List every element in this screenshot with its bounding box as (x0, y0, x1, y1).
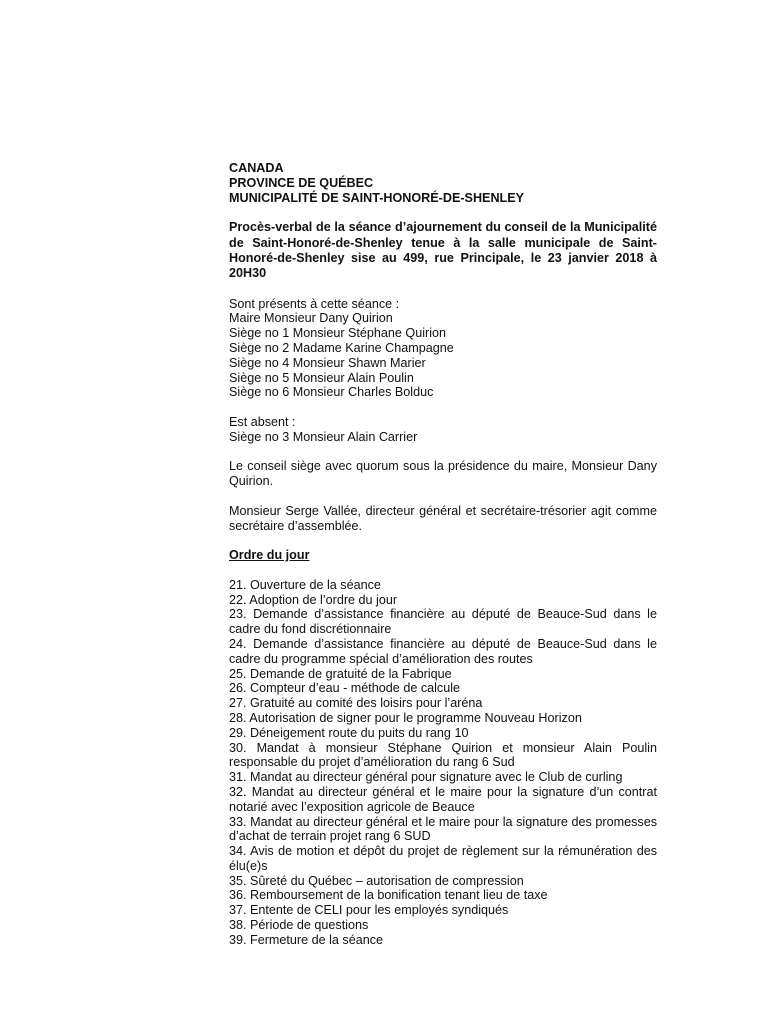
absent-member: Siège no 3 Monsieur Alain Carrier (229, 429, 418, 444)
agenda-item: 22. Adoption de l’ordre du jour (229, 592, 398, 607)
header-country: CANADA (229, 161, 284, 175)
present-member: Siège no 1 Monsieur Stéphane Quirion (229, 326, 447, 341)
agenda-item: 36. Remboursement de la bonification tenant lieu de taxe (229, 888, 548, 903)
agenda-item: 30. Mandat à monsieur Stéphane Quirion et monsieur Alain Poulin responsable du projet d’amélioration du rang 6 Sud (229, 740, 657, 770)
agenda-item: 25. Demande de gratuité de la Fabrique (229, 666, 452, 681)
document-page (229, 161, 657, 960)
agenda-item: 32. Mandat au directeur général et le maire pour la signature d’un contrat notarié avec l’exposition agricole de Beauce (229, 784, 657, 814)
agenda-item: 23. Demande d’assistance financière au député de Beauce-Sud dans le cadre du fond discrétionnaire (229, 607, 657, 637)
absent-section (229, 415, 657, 445)
agenda-item: 37. Entente de CELI pour les employés syndiqués (229, 903, 509, 918)
present-member: Siège no 6 Monsieur Charles Bolduc (229, 385, 434, 400)
agenda-title: Ordre du jour (229, 548, 310, 563)
present-member: Siège no 4 Monsieur Shawn Marier (229, 355, 426, 370)
agenda-item: 38. Période de questions (229, 918, 369, 933)
agenda-item: 35. Sûreté du Québec – autorisation de compression (229, 873, 524, 888)
secretary-paragraph: Monsieur Serge Vallée, directeur général et secrétaire-trésorier agit comme secrétaire d’assemblée. (229, 503, 657, 533)
agenda-item: 21. Ouverture de la séance (229, 577, 381, 592)
agenda-item: 26. Compteur d’eau - méthode de calcule (229, 681, 461, 696)
agenda-item: 33. Mandat au directeur général et le maire pour la signature des promesses d’achat de terrain projet rang 6 SUD (229, 814, 657, 844)
present-member: Siège no 2 Madame Karine Champagne (229, 341, 454, 355)
agenda-item: 31. Mandat au directeur général pour signature avec le Club de curling (229, 770, 623, 785)
minutes-intro: Procès-verbal de la séance d’ajournement du conseil de la Municipalité de Saint-Honoré-de-Shenley tenue à la salle municipale de Saint-Honoré-de-Shenley sise au 499, rue Principale, le 23 janvier 2018 à 20H30 (229, 220, 657, 281)
present-section (229, 297, 657, 401)
document-header (229, 161, 657, 205)
header-province: PROVINCE DE QUÉBEC (229, 175, 374, 190)
absent-heading: Est absent : (229, 414, 296, 429)
present-heading: Sont présents à cette séance : (229, 296, 400, 311)
agenda-item: 29. Déneigement route du puits du rang 10 (229, 725, 469, 740)
quorum-paragraph: Le conseil siège avec quorum sous la présidence du maire, Monsieur Dany Quirion. (229, 459, 657, 489)
header-municipality: MUNICIPALITÉ DE SAINT-HONORÉ-DE-SHENLEY (229, 190, 525, 205)
agenda-item: 27. Gratuité au comité des loisirs pour l’aréna (229, 696, 483, 711)
present-member: Siège no 5 Monsieur Alain Poulin (229, 370, 414, 385)
agenda-item: 24. Demande d’assistance financière au député de Beauce-Sud dans le cadre du programme spécial d’amélioration des routes (229, 636, 657, 666)
present-member: Maire Monsieur Dany Quirion (229, 311, 393, 326)
agenda-item: 34. Avis de motion et dépôt du projet de règlement sur la rémunération des élu(e)s (229, 844, 657, 873)
agenda-list (229, 578, 657, 948)
agenda-item: 39. Fermeture de la séance (229, 932, 384, 947)
agenda-item: 28. Autorisation de signer pour le programme Nouveau Horizon (229, 710, 582, 725)
